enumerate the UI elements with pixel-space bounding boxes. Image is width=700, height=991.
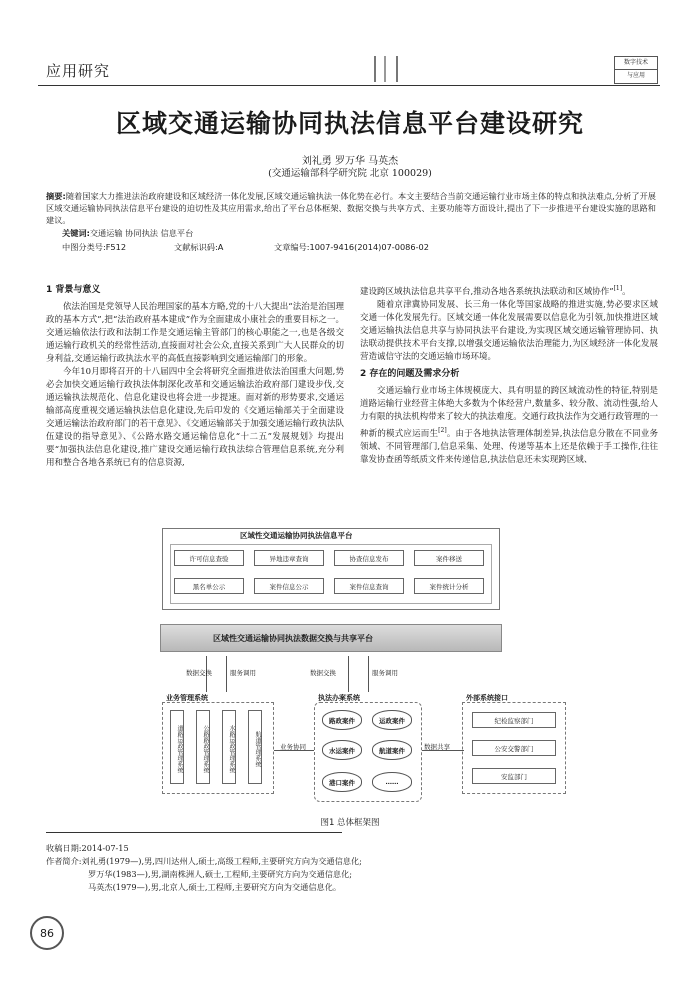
fn-blacklist: 黑名单公示 bbox=[174, 578, 244, 594]
biz-title: 业务管理系统 bbox=[166, 694, 208, 702]
article-number: 文章编号:1007-9416(2014)07-0086-02 bbox=[274, 242, 429, 252]
biz-link-label: 业务协同 bbox=[280, 743, 306, 751]
section1-paragraph1: 依法治国是党领导人民治理国家的基本方略,党的十八大提出“法治是治国理政的基本方式”,把“法治政府基本建成”作为全面建成小康社会的重要目标之一。交通运输依法行政和法制工作是交通运输主管部门的核心职能之一,也是各级交通运输行政机关的经常性活动,直接面对社会公众,直接关系到广大人民群众的切身利益,交通运输行政执法水平的高低直接影响到交通运输部门的形象。 bbox=[46, 302, 344, 364]
abstract-text: 随着国家大力推进法治政府建设和区域经济一体化发展,区域交通运输执法一体化势在必行。本文主要结合当前交通运输行业市场主体的特点和执法难点,分析了开展区域交通运输协同执法信息平台建设的迫切性及其应用需求,给出了平台总体框架、数据交换与共享方式、主要功能等方面设计,提出了下一步推进平台建设实施的思路和建议。 bbox=[46, 191, 656, 225]
footnote-rule bbox=[46, 832, 342, 833]
right-arrow-exchange: 数据交换 bbox=[310, 669, 336, 677]
clc-number: 中图分类号:F512 bbox=[62, 242, 127, 252]
keywords-text: 交通运输 协同执法 信息平台 bbox=[89, 228, 194, 238]
enf-waterway-case: 水运案件 bbox=[322, 740, 362, 760]
page-number-badge bbox=[30, 916, 64, 950]
biz-channel-admin: 航道管理系统 bbox=[248, 710, 262, 784]
left-arrow-service: 服务调用 bbox=[230, 669, 256, 677]
biz-highway-admin: 公路路政管理系统 bbox=[196, 710, 210, 784]
fn-case-transfer: 案件移送 bbox=[414, 550, 484, 566]
right-column bbox=[360, 282, 658, 467]
received-date: 收稿日期:2014-07-15 bbox=[46, 843, 129, 853]
arrow-left-2 bbox=[226, 656, 227, 692]
section2-paragraph1 bbox=[360, 385, 658, 467]
logo-line2: 与应用 bbox=[626, 72, 645, 79]
section1-paragraph4: 随着京津冀协同发展、长三角一体化等国家战略的推进实施,势必要求区域交通一体化发展先行。区域交通一体化发展需要以信息化为引领,加快推进区域交通运输执法信息共享与协同执法平台建设,为实现区域交通运输管理协同、执法联动提供技术平台支撑,以增强交通运输依法治理能力,为区域经济一体化发展营造诚信守法的交通运输市场环境。 bbox=[360, 299, 658, 362]
header-bars-decoration bbox=[374, 56, 398, 82]
section2-paragraph1-end: 。由于各地执法管理体制差异,执法信息分散在不同业务领域、不同管理部门,信息采集、处理、传递等基本上还是依赖于手工操作,往往靠发协查函等纸质文件来传递信息,执法信息还未实现跨区域、 bbox=[360, 428, 658, 465]
affiliation: (交通运输部科学研究院 北京 100029) bbox=[268, 168, 432, 179]
paper-title: 区域交通运输协同执法信息平台建设研究 bbox=[115, 109, 584, 138]
biz-road-transport: 道路运政管理系统 bbox=[170, 710, 184, 784]
framework-figure bbox=[160, 528, 678, 808]
section1-heading: 1 背景与意义 bbox=[46, 285, 101, 295]
author-bio-3: 马英杰(1979—),男,北京人,硕士,工程师,主要研究方向为交通信息化。 bbox=[88, 882, 342, 892]
authors: 刘礼勇 罗万华 马英杰 bbox=[301, 156, 399, 167]
section1-paragraph3-end: 。 bbox=[622, 286, 631, 297]
right-arrow-service: 服务调用 bbox=[372, 669, 398, 677]
keywords-label: 关键词: bbox=[62, 228, 90, 238]
author-bio-1: 作者简介:刘礼勇(1979—),男,四川达州人,硕士,高级工程师,主要研究方向为交通信息化; bbox=[46, 856, 362, 866]
journal-logo bbox=[614, 56, 658, 84]
ref-1: [1] bbox=[613, 285, 623, 292]
section1-paragraph3 bbox=[360, 282, 658, 299]
ext-police: 公安交警部门 bbox=[472, 740, 556, 756]
enf-transport-case: 运政案件 bbox=[372, 710, 412, 730]
enf-title: 执法办案系统 bbox=[318, 694, 360, 702]
author-bio-2: 罗万华(1983—),男,湖南株洲人,硕士,工程师,主要研究方向为交通信息化; bbox=[88, 869, 353, 879]
footnotes bbox=[46, 842, 666, 894]
keywords bbox=[62, 228, 193, 239]
ext-title: 外部系统接口 bbox=[466, 694, 508, 702]
section2-paragraph1-text: 交通运输行业市场主体规模庞大、具有明显的跨区域流动性的特征,特别是道路运输行业经营主体绝大多数为个体经营户,数量多、较分散、流动性强,给人力有限的执法机构带来了较大的执法难度。交通行政执法作为交通行政管理的一种新的模式应运而生 bbox=[360, 385, 658, 439]
fn-case-publicity: 案件信息公示 bbox=[254, 578, 324, 594]
ext-link-label: 数据共享 bbox=[424, 743, 450, 751]
arrow-right-1 bbox=[348, 656, 349, 692]
fn-case-query: 案件信息查询 bbox=[334, 578, 404, 594]
ext-discipline: 纪检监察部门 bbox=[472, 712, 556, 728]
arrow-right-2 bbox=[368, 656, 369, 692]
fn-assist-publish: 协查信息发布 bbox=[334, 550, 404, 566]
ref-2: [2] bbox=[438, 426, 447, 434]
classification-line bbox=[62, 242, 662, 253]
section1-paragraph2: 今年10月即将召开的十八届四中全会将研究全面推进依法治国重大问题,势必会加快交通运输行政执法体制深化改革和交通运输法治政府部门建设步伐,交通运输执法规范化、信息化建设也将会进一步提速。面对新的形势要求,交通运输部高度重视交通运输执法信息化建设,先后印发的《交通运输部关于全面建设交通运输法治政府部门的若干意见》、《交通运输部关于加强交通运输行政执法队伍建设的指导意见》、《公路水路交通运输信息化“十二五”发展规划》均提出要“加强执法信息化建设,推广建设交通运输行政执法综合管理信息系统,充分利用和整合各地各系统已有的信息资源, bbox=[46, 367, 344, 468]
running-header bbox=[38, 52, 660, 86]
fn-offsite-violation: 异地违章查询 bbox=[254, 550, 324, 566]
biz-waterway-transport: 水路运政管理系统 bbox=[222, 710, 236, 784]
left-column bbox=[46, 282, 344, 470]
abstract-label: 摘要: bbox=[46, 191, 66, 201]
enf-more: …… bbox=[372, 772, 412, 792]
abstract bbox=[46, 190, 656, 226]
exchange-platform-banner: 区域性交通运输协同执法数据交换与共享平台 bbox=[160, 624, 502, 652]
fn-case-stats: 案件统计分析 bbox=[414, 578, 484, 594]
enf-channel-case: 航道案件 bbox=[372, 740, 412, 760]
section1-paragraph3-text: 建设跨区域执法信息共享平台,推动各地各系统执法联动和区域协作” bbox=[360, 286, 614, 297]
platform-title: 区域性交通运输协同执法信息平台 bbox=[240, 531, 353, 540]
fn-license-check: 许可信息查验 bbox=[174, 550, 244, 566]
section-label: 应用研究 bbox=[46, 62, 111, 80]
left-arrow-exchange: 数据交换 bbox=[186, 669, 212, 677]
section2-heading: 2 存在的问题及需求分析 bbox=[360, 368, 460, 379]
enf-port-case: 港口案件 bbox=[322, 772, 362, 792]
enf-highway-case: 路政案件 bbox=[322, 710, 362, 730]
ext-safety: 安监部门 bbox=[472, 768, 556, 784]
document-code: 文献标识码:A bbox=[174, 242, 224, 252]
page-number: 86 bbox=[40, 926, 54, 940]
figure-caption: 图1 总体框架图 bbox=[320, 818, 380, 828]
logo-line1: 数字技术 bbox=[615, 57, 657, 70]
